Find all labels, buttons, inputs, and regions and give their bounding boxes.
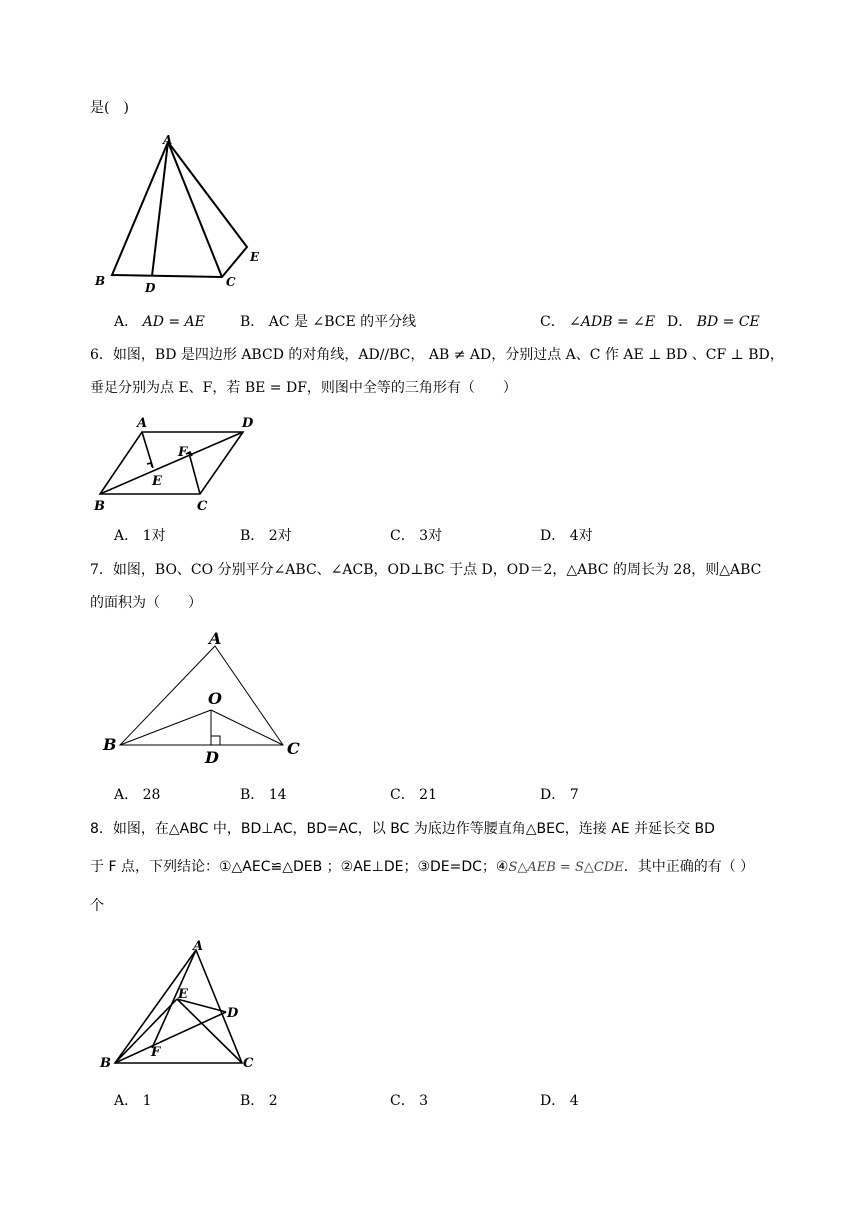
q8-stem-line3: 个 xyxy=(90,898,104,914)
q5-label-c: C xyxy=(226,275,236,289)
q6-label-b: B xyxy=(94,499,105,514)
q6-option-a: A． 1对 xyxy=(114,528,166,544)
q8-figure xyxy=(95,932,270,1077)
q8-stem-line2-part2: ．其中正确的有（ ） xyxy=(623,859,755,875)
q7-label-a: A xyxy=(209,629,222,648)
q7-label-d: D xyxy=(205,748,219,767)
q6-label-c: C xyxy=(197,499,208,514)
q8-option-a: A． 1 xyxy=(114,1093,152,1109)
q6-option-b: B． 2对 xyxy=(240,528,292,544)
q7-option-a: A． 28 xyxy=(114,787,161,803)
q5-label-a: A xyxy=(163,133,173,147)
q8-label-d: D xyxy=(227,1006,239,1021)
q6-stem-line1: 6．如图，BD 是四边形 ABCD 的对角线，AD//BC， AB ≠ AD，分别过点 A、C 作 AE ⊥ BD 、CF ⊥ BD， xyxy=(90,347,784,363)
q7-label-c: C xyxy=(287,739,300,758)
q7-label-b: B xyxy=(103,735,117,754)
q7-stem-line2: 的面积为（ ） xyxy=(90,595,202,611)
q8-label-f: F xyxy=(151,1045,161,1060)
q7-label-o: O xyxy=(208,689,222,708)
q5-option-d: D． BD = CE xyxy=(667,314,760,330)
q5-option-a: A． AD = AE xyxy=(114,314,205,330)
q6-label-a: A xyxy=(137,416,148,431)
q5-option-b: B． AC 是 ∠BCE 的平分线 xyxy=(240,314,417,330)
q7-option-c: C． 21 xyxy=(390,787,437,803)
q8-option-d: D． 4 xyxy=(540,1093,579,1109)
q7-option-b: B． 14 xyxy=(240,787,287,803)
q5-label-d: D xyxy=(145,281,156,295)
q5-label-e: E xyxy=(250,250,260,264)
q5-figure xyxy=(90,130,280,300)
q8-stem-line1: 8．如图，在△ABC 中，BD⊥AC，BD=AC，以 BC 为底边作等腰直角△BEC，连接 AE 并延长交 BD xyxy=(90,821,715,837)
q5-option-c: C． ∠ADB = ∠E xyxy=(540,314,656,330)
q8-stem-line2 xyxy=(90,858,754,877)
q6-option-c: C． 3对 xyxy=(390,528,443,544)
q8-label-c: C xyxy=(243,1056,254,1071)
q6-label-f: F xyxy=(178,445,188,460)
q7-figure xyxy=(95,626,310,771)
q7-option-d: D． 7 xyxy=(540,787,579,803)
q8-label-e: E xyxy=(178,987,188,1002)
q6-label-e: E xyxy=(152,474,162,489)
q6-figure xyxy=(90,410,270,515)
q8-option-c: C． 3 xyxy=(390,1093,429,1109)
q8-stem-line2-part1: 于 F 点，下列结论：①△AEC≌△DEB ；②AE⊥DE；③DE=DC；④ xyxy=(90,859,509,875)
q6-stem-line2: 垂足分别为点 E、F，若 BE = DF，则图中全等的三角形有（ ） xyxy=(90,380,517,396)
q6-label-d: D xyxy=(242,416,254,431)
q5-tail-text: 是( ) xyxy=(90,100,129,116)
q8-label-b: B xyxy=(100,1056,111,1071)
q6-option-d: D． 4对 xyxy=(540,528,593,544)
q8-option-b: B． 2 xyxy=(240,1093,278,1109)
q7-stem-line1: 7．如图，BO、CO 分别平分∠ABC、∠ACB，OD⊥BC 于点 D，OD＝2，△ABC 的周长为 28，则△ABC xyxy=(90,562,762,578)
q8-area-formula: S△AEB = S△CDE xyxy=(508,860,624,875)
q8-label-a: A xyxy=(193,939,204,954)
q5-label-b: B xyxy=(95,274,106,288)
